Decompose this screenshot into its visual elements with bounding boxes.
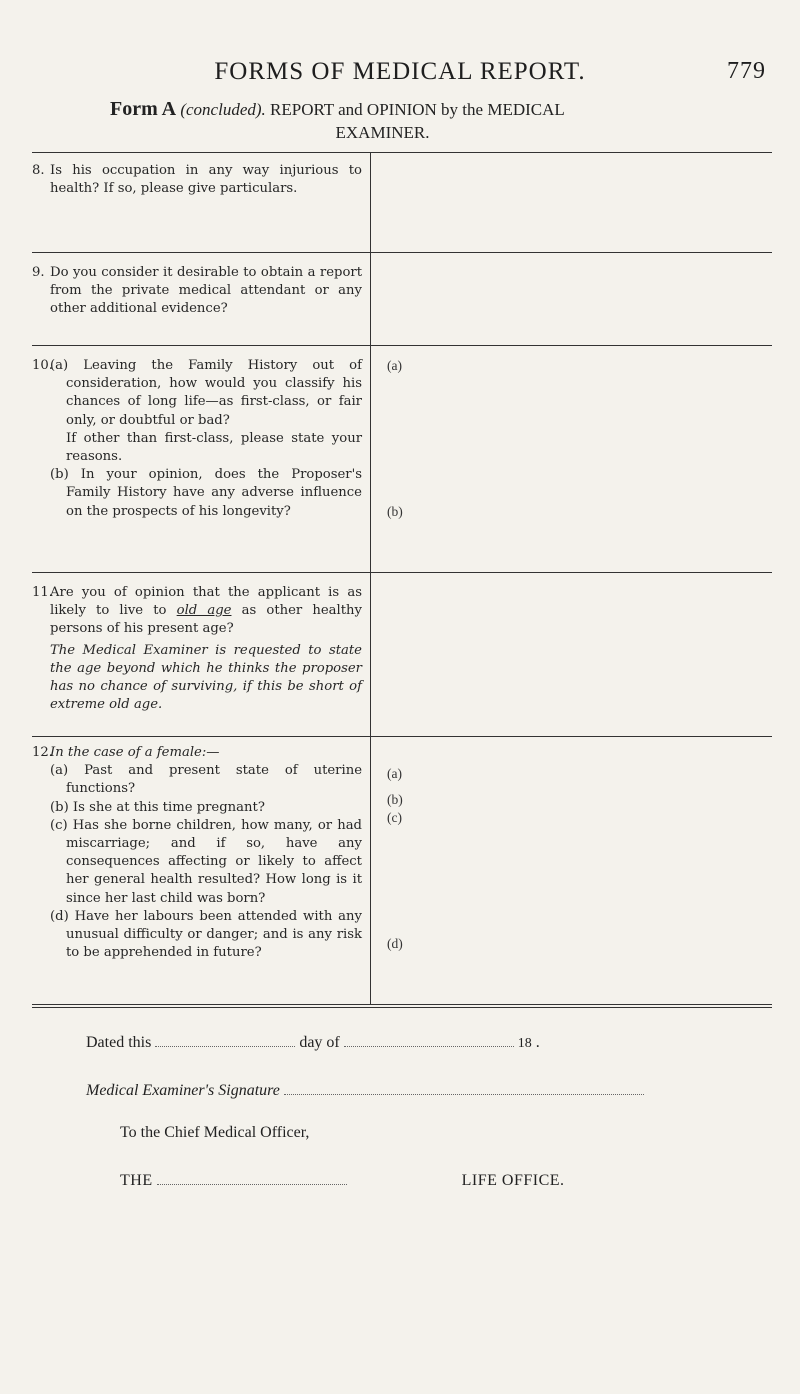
rule-top: [32, 152, 772, 153]
question-12-intro-text: In the case of a female:—: [50, 745, 220, 760]
question-8-number: 8.: [32, 163, 45, 178]
question-10-part-a: (a) Leaving the Family History out of consideration, how would you classify his chances of long life—as first-class, or fair only, or doubtful or bad?: [50, 358, 362, 428]
q12-column-divider: [370, 772, 371, 1004]
page-number: 779: [727, 58, 766, 84]
answer-12d-label: (d): [387, 936, 403, 951]
year-prefix: 18: [517, 1036, 532, 1051]
office-line: [120, 1170, 800, 1190]
question-12-part-d: (d) Have her labours been attended with any unusual difficulty or danger; and is any risk to be apprehended in future?: [50, 908, 362, 961]
rule-bottom: [32, 1004, 772, 1005]
question-9-text: Do you consider it desirable to obtain a report from the private medical attendant or any other additional evidence?: [50, 265, 362, 317]
date-month-field[interactable]: [344, 1032, 514, 1047]
signature-field[interactable]: [284, 1080, 644, 1095]
signature-label: Medical Examiner's Signature: [86, 1082, 280, 1099]
rule-bottom-double: [32, 1007, 772, 1008]
question-12-part-a: (a) Past and present state of uterine functions?: [50, 763, 362, 797]
form-title-line1: REPORT and OPINION by the MEDICAL: [270, 100, 565, 119]
question-11-text-italic: old age: [176, 603, 232, 619]
question-12: [32, 744, 362, 962]
question-10-part-b: (b) In your opinion, does the Proposer's Family History have any adverse influence on the prospects of his longevity?: [50, 467, 362, 519]
question-11: [32, 584, 362, 714]
question-11-text-pre: Are you of opinion that the applicant is as likely to live to: [50, 585, 362, 619]
question-10-part-a-extra: If other than first-class, please state your reasons.: [66, 430, 362, 465]
office-name-field[interactable]: [157, 1170, 347, 1185]
question-9: [32, 264, 362, 319]
question-8: [32, 162, 362, 198]
answer-10a-label: (a): [387, 358, 402, 373]
question-11-text: [50, 584, 362, 639]
question-11-text-post: as other healthy persons of his present age?: [50, 603, 362, 637]
life-office-label: LIFE OFFICE.: [461, 1172, 565, 1189]
the-label: THE: [120, 1172, 153, 1189]
question-11-number: 11.: [32, 585, 53, 600]
question-11-note: [50, 642, 362, 715]
answer-10b-label: (b): [387, 504, 403, 519]
signature-line: [86, 1080, 800, 1100]
question-10-number: 10.: [32, 358, 53, 373]
questions-table: [32, 152, 772, 961]
day-of-label: day of: [299, 1034, 340, 1051]
rule-11-12: [32, 736, 772, 737]
question-12-part-b: (b) Is she at this time pregnant?: [50, 799, 265, 815]
question-10: [32, 357, 362, 521]
answer-12b-label: (b): [387, 792, 403, 807]
running-title: FORMS OF MEDICAL REPORT.: [214, 58, 586, 85]
dated-this-label: Dated this: [86, 1034, 152, 1051]
form-title: [110, 98, 750, 144]
rule-10-11: [32, 572, 772, 573]
dated-line: Dated this day of 18 .: [86, 1034, 540, 1051]
form-title-line2: EXAMINER.: [335, 123, 430, 142]
answer-12a-label: (a): [387, 766, 402, 781]
question-11-note-text: The Medical Examiner is requested to state the age beyond which he thinks the proposer has no chance of surviving, if this be short of extreme old age.: [50, 642, 362, 713]
rule-8-9: [32, 252, 772, 253]
question-12-part-c: (c) Has she borne children, how many, or had miscarriage; and if so, have any consequences affecting or likely to affect her general health resulted? How long is it since her last child was born?: [50, 817, 362, 906]
question-9-number: 9.: [32, 265, 45, 280]
column-divider: [370, 152, 371, 772]
date-day-field[interactable]: [155, 1032, 295, 1047]
question-8-text: Is his occupation in any way injurious to health? If so, please give particulars.: [50, 163, 362, 197]
addressee: To the Chief Medical Officer,: [120, 1124, 310, 1141]
answer-12c-label: (c): [387, 810, 402, 825]
form-label: Form A: [110, 98, 177, 120]
rule-9-10: [32, 345, 772, 346]
running-header: [0, 58, 800, 86]
question-12-number: 12.: [32, 745, 53, 760]
form-concluded: (concluded).: [180, 100, 266, 119]
question-12-intro: [50, 744, 362, 762]
